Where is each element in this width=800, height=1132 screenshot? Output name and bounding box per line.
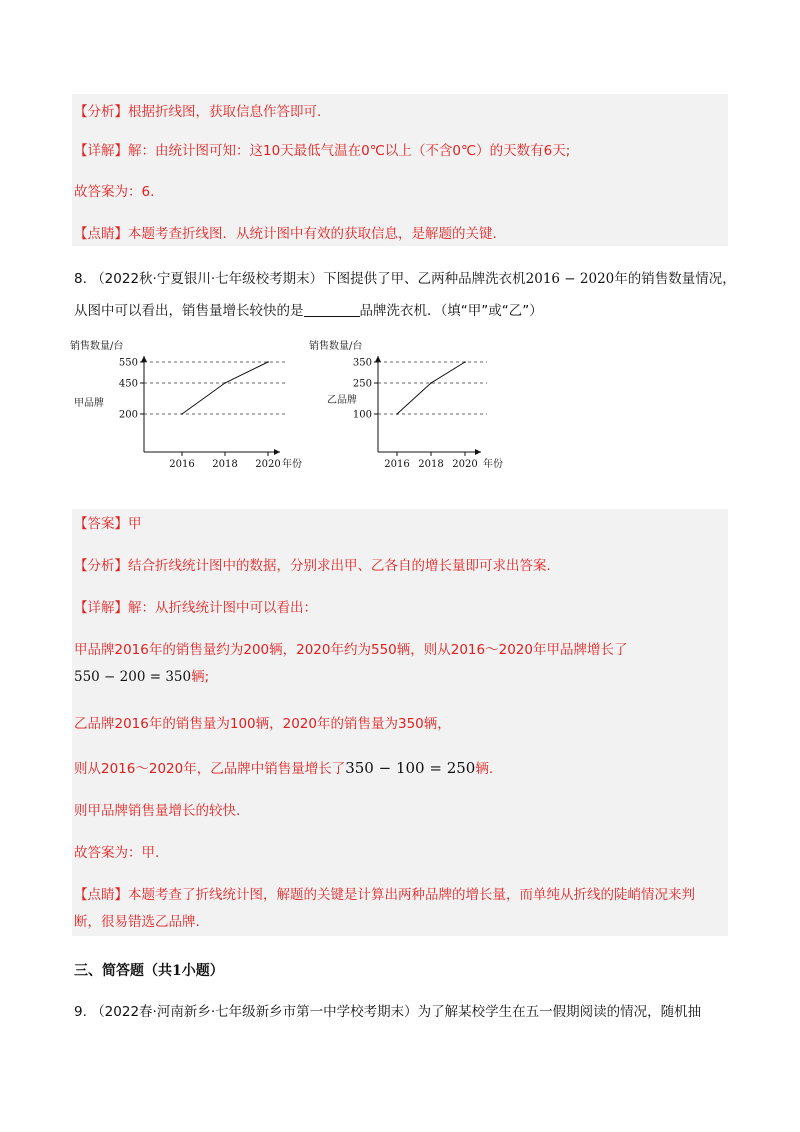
x-tick-label: 2016 [384,459,410,470]
question-9-number: 9. [74,1004,87,1020]
analysis-row [74,556,551,576]
detail-l3: 乙品牌2016年的销售量为100辆，2020年的销售量为350辆， [74,716,451,732]
answer-line: 故答案为：6. [74,184,155,200]
y-tick-label: 350 [352,357,372,369]
detail-tag-2: 【详解】 [74,600,128,616]
chart-brand-jia [68,336,318,471]
question-text: 下图提供了甲、乙两种品牌洗衣机 [323,271,526,287]
comment-row [74,885,695,905]
comment-text: 本题考查折线图．从统计图中有效的获取信息，是解题的关键. [128,226,497,242]
x-tick-label: 2020 [255,459,281,470]
detail-l6: 故答案为：甲. [74,845,160,861]
y-tick-label: 200 [118,409,138,421]
x-tick-label: 2020 [452,459,478,470]
series-label: 甲品牌 [74,398,104,409]
y-axis-label: 销售数量/台 [309,341,363,352]
question-9-text: 为了解某校学生在五一假期阅读的情况，随机抽 [417,1004,702,1020]
calc-yi: 350 − 100 = 250 [345,759,476,777]
comment-tag: 【点睛】 [74,226,128,242]
answer-blank [304,302,360,317]
question-9-line [74,1002,701,1022]
x-axis-label: 年份 [483,459,503,470]
question-number: 8. [74,271,87,287]
x-axis-arrow [475,449,481,455]
detail-text: 解：由统计图可知：这10天最低气温在0℃以上（不含0℃）的天数有6天; [128,143,571,159]
detail-row [74,598,317,618]
detail-l4 [74,758,493,779]
data-point [430,382,432,384]
x-axis-arrow [274,449,280,455]
series-label: 乙品牌 [327,395,357,406]
data-point [224,382,226,384]
detail-l1: 甲品牌2016年的销售量约为200辆，2020年约为550辆，则从2016～2020年甲品牌增长了 [74,642,628,658]
x-tick-label: 2018 [418,459,444,470]
y-axis-label: 销售数量/台 [70,341,124,352]
question-text-cont: 年的销售数量情况， [614,271,736,287]
y-tick-label: 550 [118,357,138,369]
y-axis-arrow [141,356,147,362]
data-point [396,413,398,415]
chart-brand-yi [305,336,520,471]
detail-text-2: 解：从折线统计图中可以看出： [128,600,317,616]
detail-tag: 【详解】 [74,143,128,159]
analysis-tag: 【分析】 [74,104,128,120]
detail-line [74,141,570,161]
analysis-text: 根据折线图，获取信息作答即可. [128,104,322,120]
comment-line [74,224,497,244]
analysis-line [74,102,321,122]
comment-text-2: 本题考查了折线统计图，解题的关键是计算出两种品牌的增长量，而单纯从折线的陡峭情况来判 [128,887,695,903]
analysis-text-2: 结合折线统计图中的数据，分别求出甲、乙各自的增长量即可求出答案. [128,558,551,574]
detail-l5: 则甲品牌销售量增长的较快. [74,803,241,819]
data-line [397,362,465,414]
y-axis-arrow [375,356,381,362]
y-tick-label: 450 [118,378,138,390]
question-text-2: 从图中可以看出，销售量增长较快的是 [74,303,304,319]
x-axis-label: 年份 [282,459,302,470]
data-point [181,413,183,415]
question-8-line-1 [74,269,736,289]
answer-row [74,514,142,534]
data-point [464,361,466,363]
data-line [182,362,268,414]
question-9-source: （2022春·河南新乡·七年级新乡市第一中学校考期末） [91,1004,418,1020]
comment-row-2: 断，很易错选乙品牌. [74,914,200,930]
y-tick-label: 100 [352,409,372,421]
analysis-tag-2: 【分析】 [74,558,128,574]
detail-l4-text: 则从2016～2020年，乙品牌中销售量增长了 [74,761,346,777]
x-tick-label: 2018 [212,459,238,470]
detail-l2 [74,667,209,687]
answer-text: 甲 [128,516,142,532]
answer-tag: 【答案】 [74,516,128,532]
calc-jia: 550 − 200 = 350 [74,669,192,685]
section-heading: 三、简答题（共1小题） [74,963,224,979]
question-8-line-2 [74,301,543,321]
x-tick-label: 2016 [169,459,195,470]
unit-yi: 辆. [475,761,494,777]
comment-tag-2: 【点睛】 [74,887,128,903]
unit-jia: 辆; [191,669,210,685]
year-range: 2016 − 2020 [525,271,615,287]
data-point [267,361,269,363]
question-text-3: 品牌洗衣机．（填“甲”或“乙”） [359,303,543,319]
y-tick-label: 250 [352,378,372,390]
question-source: （2022秋·宁夏银川·七年级校考期末） [91,271,324,287]
